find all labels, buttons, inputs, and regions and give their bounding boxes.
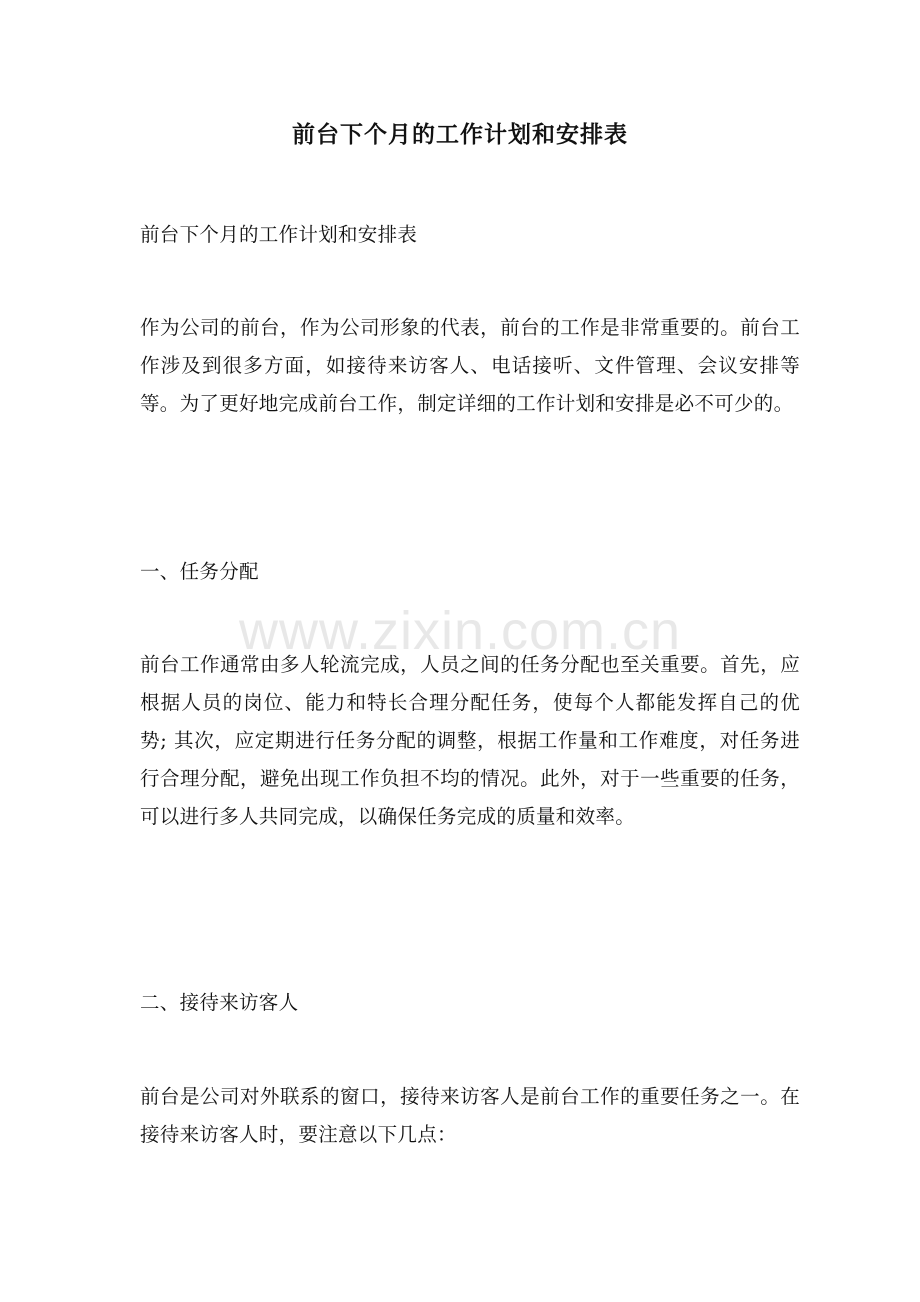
watermark-text: www.zixin.com.cn	[238, 601, 682, 661]
section-body-task-assignment: 前台工作通常由多人轮流完成，人员之间的任务分配也至关重要。首先，应根据人员的岗位、能力和特长合理分配任务，使每个人都能发挥自己的优势; 其次，应定期进行任务分配的调整，根据工作量和工作难度，对任务进行合理分配，避免出现工作负担不均的情况。此外，对于一些重要的任务，可以进行多人共同完成，以确保任务完成的质量和效率。	[140, 653, 800, 828]
section-heading-task-assignment: 一、任务分配	[140, 560, 259, 583]
document-title: 前台下个月的工作计划和安排表	[292, 121, 628, 148]
section-heading-receiving-visitors: 二、接待来访客人	[140, 991, 299, 1014]
document-subtitle: 前台下个月的工作计划和安排表	[140, 223, 418, 246]
section-body-receiving-visitors: 前台是公司对外联系的窗口，接待来访客人是前台工作的重要任务之一。在接待来访客人时，要注意以下几点：	[140, 1085, 800, 1146]
intro-paragraph: 作为公司的前台，作为公司形象的代表，前台的工作是非常重要的。前台工作涉及到很多方面，如接待来访客人、电话接听、文件管理、会议安排等等。为了更好地完成前台工作，制定详细的工作计划和安排是必不可少的。	[140, 316, 800, 415]
